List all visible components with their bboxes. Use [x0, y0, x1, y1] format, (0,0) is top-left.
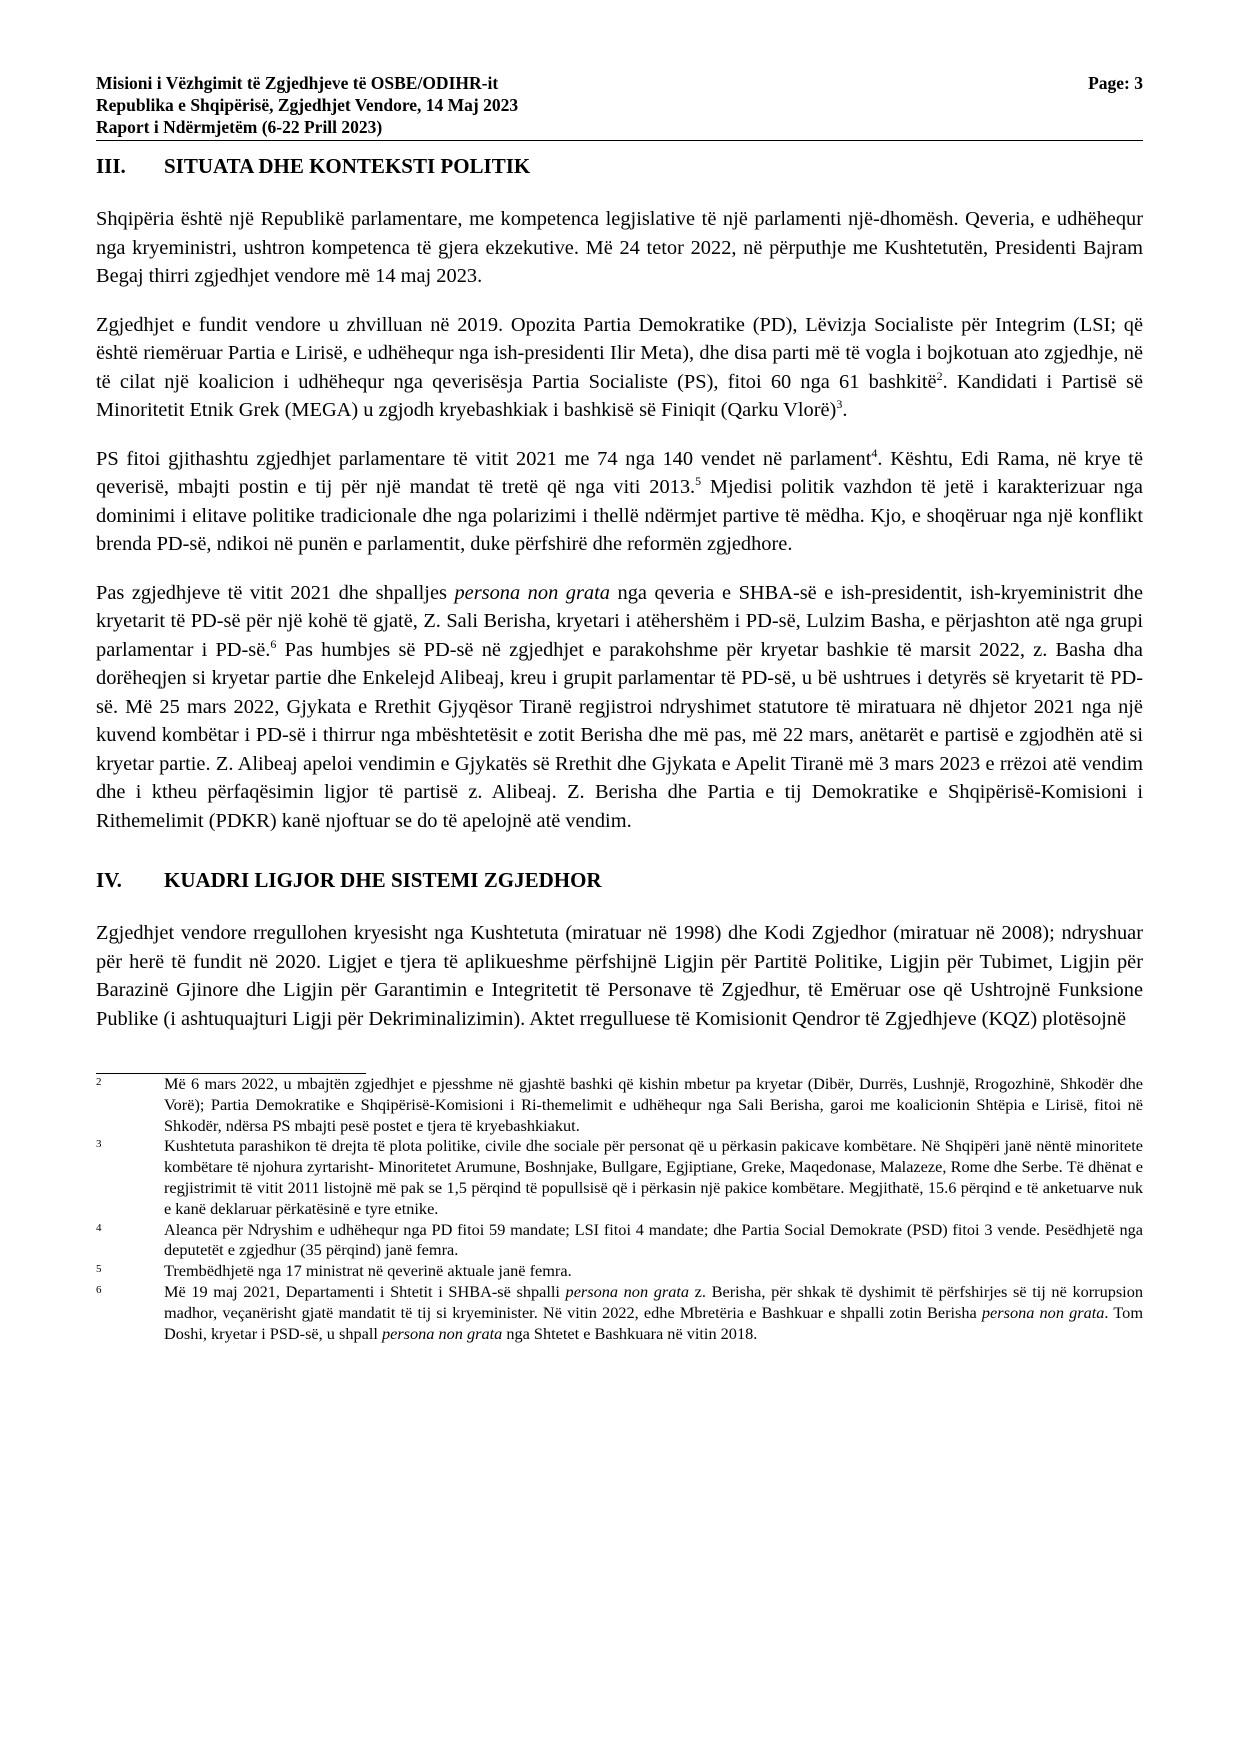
paragraph: Shqipëria është një Republikë parlamentare, me kompetenca legjislative të një parlamenti një-dhomësh. Qeveria, e udhëhequr nga kryeministri, ushtron kompetenca të gjera ekzekutive. Më 24 tetor 2022, në përputhje me Kushtetutën, Presidenti Bajram Begaj thirri zgjedhjet vendore më 14 maj 2023. — [96, 208, 1143, 287]
paragraph-text: Mjedisi politik vazhdon të jetë i karakterizuar nga dominimi i elitave politike tradicionale dhe nga polarizimi i thellë ndërmjet partive të mëdha. Kjo, e shoqëruar nga një konflikt brenda PD-së, ndikoi në punën e parlamentit, duke përfshirë dhe reformën zgjedhore. — [96, 476, 1143, 555]
footnote-ref[interactable]: 5 — [695, 474, 702, 489]
footnote-ref[interactable]: 6 — [270, 636, 277, 651]
footnote-ref[interactable]: 2 — [936, 368, 943, 383]
paragraph-text: Zgjedhjet e fundit vendore u zhvilluan në 2019. Opozita Partia Demokratike (PD), Lëvizja Socialiste për Integrim (LSI; që është riemëruar Partia e Lirisë, e udhëhequr nga ish-presidenti Ilir Meta), dhe disa parti më të vogla i bojkotuan ato zgjedhje, në të cilat një koalicion i udhëhequr nga qeverisësja Partia Socialiste (PS), fitoi 60 nga 61 bashkitë — [96, 313, 1143, 393]
paragraph-text: . — [842, 399, 848, 421]
footnote-ref[interactable]: 4 — [871, 445, 878, 460]
header-mission: Misioni i Vëzhgimit të Zgjedhjeve të OSBE/ODIHR-it — [96, 73, 499, 93]
document-page — [96, 72, 1143, 1344]
paragraph-text: PS fitoi gjithashtu zgjedhjet parlamentare të vitit 2021 me 74 nga 140 vendet në parlament — [96, 447, 872, 470]
footnote-number: 3 — [96, 1138, 102, 1151]
footnote-text-part: . Tom Doshi, kryetar i PSD-së, u shpall — [164, 1302, 1143, 1343]
paragraph — [96, 445, 1143, 559]
italic-term: persona non grata — [381, 1323, 503, 1343]
header-report-title: Raport i Ndërmjetëm (6-22 Prill 2023) — [96, 117, 383, 137]
section-heading-iii — [96, 153, 1143, 179]
header-country-election: Republika e Shqipërisë, Zgjedhjet Vendore, 14 Maj 2023 — [96, 95, 519, 115]
paragraph — [96, 579, 1143, 836]
paragraph: Zgjedhjet vendore rregullohen kryesisht nga Kushtetuta (miratuar në 1998) dhe Kodi Zgjedhor (miratuar në 2008); ndryshuar për herë të fundit në 2020. Ligjet e tjera të aplikueshme përfshijnë Ligjin për Partitë Politike, Ligjin për Tubimet, Ligjin për Barazinë Gjinore dhe Ligjin për Garantimin e Integritetit të Personave të Zgjedhur, të Emëruar ose që Ushtrojnë Funksione Publike (i ashtuquajturi Ligji për Dekriminalizimin). Aktet rregulluese të Komisionit Qendror të Zgjedhjeve (KQZ) plotësojnë — [96, 922, 1143, 1030]
footnote-number: 4 — [96, 1221, 102, 1234]
paragraph-text: Pas humbjes së PD-së në zgjedhjet e parakohshme për kryetar bashkie të marsit 2022, z. Basha dha dorëheqjen si kryetar partie dhe Enkelejd Alibeaj, kreu i grupit parlamentar të PD-së, u bë ushtrues i detyrës së kryetarit të PD-së. Më 25 mars 2022, Gjykata e Rrethit Gjyqësor Tiranë regjistroi ndryshimet statutore të miratuara në dhjetor 2021 nga një kuvend kombëtar i PD-së i thirrur nga mbështetësit e zotit Berisha dhe më pas, më 22 mars, anëtarët e partisë e zgjodhën atë si kryetar partie. Z. Alibeaj apeloi vendimin e Gjykatës së Rrethit dhe Gjykata e Apelit Tiranë më 3 mars 2023 e rrëzoi atë vendim dhe i ktheu përfaqësimin ligjor të partisë z. Alibeaj. Z. Berisha dhe Partia e tij Demokratike e Shqipërisë-Komisioni i Rithemelimit (PDKR) kanë njoftuar se do të apelojnë atë vendim. — [96, 638, 1143, 832]
section-heading-iv — [96, 867, 1143, 893]
footnote-text: Kushtetuta parashikon të drejta të plota politike, civile dhe sociale për personat që u përkasin pakicave kombëtare. Në Shqipëri janë nëntë minoritete kombëtare të njohura zyrtarisht- Minoritetet Arumune, Boshnjake, Bullgare, Egjiptiane, Greke, Maqedonase, Malazeze, Rome dhe Serbe. Të dhënat e regjistrimit të vitit 2011 listojnë më pak se 1,5 përqind të popullsisë që i përkasin një pakice kombëtare. Megjithatë, 15.6 përqind e të anketuarve nuk e kanë deklaruar përkatësinë e tyre etnike. — [164, 1136, 1143, 1218]
italic-term: persona non grata — [565, 1281, 690, 1301]
section-title: KUADRI LIGJOR DHE SISTEMI ZGJEDHOR — [164, 868, 602, 892]
footnote-text-part: nga Shtetet e Bashkuara në vitin 2018. — [502, 1323, 758, 1343]
footnote-text-part: Më 19 maj 2021, Departamenti i Shtetit i SHBA-së shpalli — [164, 1281, 566, 1301]
footnote-text: Më 6 mars 2022, u mbajtën zgjedhjet e pjesshme në gjashtë bashki që kishin mbetur pa kryetar (Dibër, Durrës, Lushnjë, Rrogozhinë, Shkodër dhe Vorë); Partia Demokratike e Shqipërisë-Komisioni i Ri-themelimit e udhëhequr nga Sali Berisha, garoi me koalicionin Shtëpia e Lirisë, fitoi në Shkodër, ndërsa PS mbajti pesë postet e tjera të kryebashkiakut. — [164, 1074, 1143, 1135]
paragraph-text: nga qeveria e SHBA-së e ish-presidentit, ish-kryeministrit dhe kryetarit të PD-së për një kohë të gjatë, Z. Sali Berisha, kryetari i atëhershëm i PD-së, Lulzim Basha, e përjashton atë nga grupi parlamentar i PD-së. — [96, 581, 1143, 661]
footnote-text-part: z. Berisha, për shkak të dyshimit të përfshirjes së tij në korrupsion madhor, veçanërisht gjatë mandatit të tij si kryeminister. Në vitin 2022, edhe Mbretëria e Bashkuar e shpalli zotin Berisha — [164, 1281, 1143, 1322]
footnote — [96, 1282, 1143, 1344]
footnote-ref[interactable]: 3 — [836, 397, 843, 412]
section-title: SITUATA DHE KONTEKSTI POLITIK — [164, 154, 531, 178]
paragraph-text: Pas zgjedhjeve të vitit 2021 dhe shpalljes — [96, 581, 455, 604]
footnote-text: Trembëdhjetë nga 17 ministrat në qeverinë aktuale janë femra. — [164, 1261, 572, 1281]
footnote-text — [164, 1282, 1143, 1344]
section-number: IV. — [96, 868, 122, 892]
footnote-number: 6 — [96, 1283, 102, 1296]
italic-term: persona non grata — [981, 1302, 1105, 1322]
footnote-number: 2 — [96, 1076, 102, 1088]
italic-term: persona non grata — [454, 581, 610, 604]
footnote-text: Aleanca për Ndryshim e udhëhequr nga PD fitoi 59 mandate; LSI fitoi 4 mandate; dhe Partia Social Demokrate (PSD) fitoi 3 vende. Pesëdhjetë nga deputetët e zgjedhur (35 përqind) janë femra. — [164, 1219, 1143, 1260]
paragraph-text: . Kandidati i Partisë së Minoritetit Etnik Grek (MEGA) u zgjodh kryebashkiak i bashkisë së Finiqit (Qarku Vlorë) — [96, 370, 1143, 421]
header-rule — [96, 140, 1143, 141]
running-header — [96, 72, 1143, 138]
footnote — [96, 1220, 1143, 1262]
paragraph-text: . Kështu, Edi Rama, në krye të qeverisë, mbajti postin e tij për një mandat të tretë që nga viti 2013. — [96, 447, 1144, 498]
footnote — [96, 1136, 1143, 1219]
page-number: Page: 3 — [1088, 73, 1143, 93]
section-number: III. — [96, 154, 126, 178]
footnote-number: 5 — [96, 1263, 102, 1276]
footnote — [96, 1261, 1143, 1282]
footnote — [96, 1074, 1143, 1136]
paragraph — [96, 311, 1143, 425]
